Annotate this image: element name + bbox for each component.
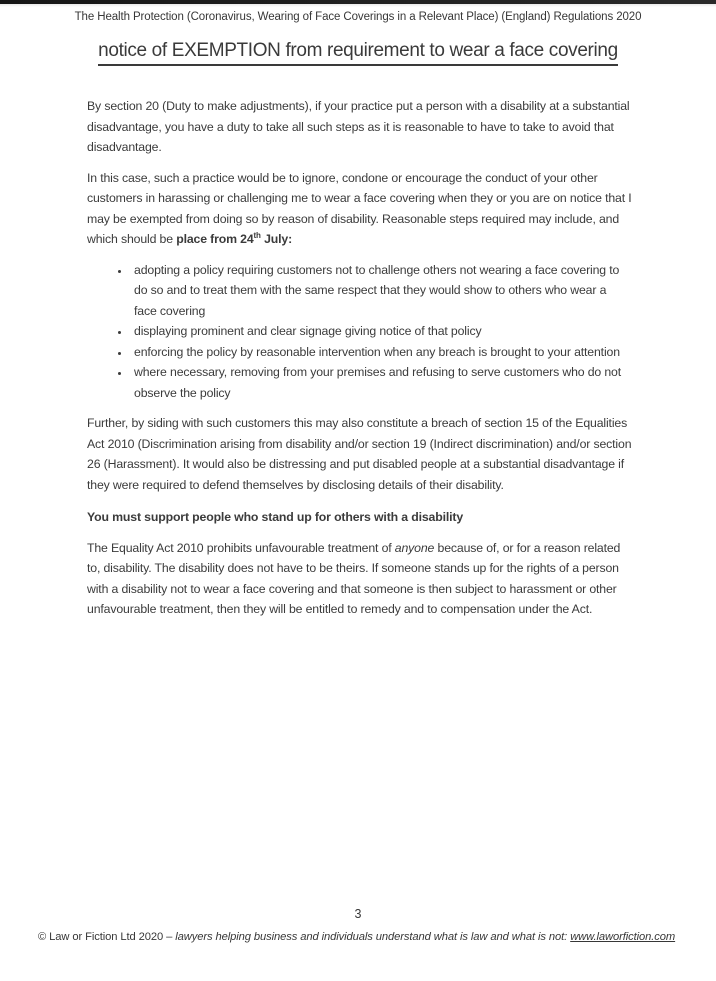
bold-july: July:	[260, 232, 293, 246]
paragraph-practice-text: In this case, such a practice would be to ignore, condone or encourage the conduct of your other customers in harassing or challenging me to wear a face covering when they or you are on notice that I may be exempted from doing so by reason of disability. Reasonable steps required may include, and which should be	[87, 170, 632, 246]
superscript-th: th	[253, 230, 261, 240]
subheading-support-people: You must support people who stand up for others with a disability	[87, 510, 464, 524]
reasonable-steps-list	[87, 260, 632, 404]
footer-copyright: © Law or Fiction Ltd 2020 –	[38, 931, 176, 943]
page-top-edge-shadow	[0, 4, 716, 7]
paragraph-practice	[87, 168, 632, 250]
document-body	[0, 66, 716, 620]
footer-tagline: lawyers helping business and individuals understand what is law and what is not:	[175, 931, 571, 943]
list-item: • enforcing the policy by reasonable intervention when any breach is brought to your attention	[130, 342, 632, 363]
paragraph-equalities-breach: Further, by siding with such customers this may also constitute a breach of section 15 of the Equalities Act 2010 (Discrimination arising from disability and/or section 19 (Indirect discrimination) and/or section 26 (Harassment). It would also be distressing and put disabled people at a substantial disadvantage if they were required to defend themselves by disclosing details of their disability.	[87, 416, 632, 492]
paragraph-equality-act	[87, 538, 632, 620]
document-header: The Health Protection (Coronavirus, Wearing of Face Coverings in a Relevant Place) (England) Regulations 2020	[74, 11, 642, 23]
page-title: notice of EXEMPTION from requirement to wear a face covering	[98, 40, 618, 66]
paragraph-duty-to-adjust: By section 20 (Duty to make adjustments), if your practice put a person with a disability at a substantial disadvantage, you have a duty to take all such steps as it is reasonable to have to take to avoid that disadvantage.	[87, 99, 630, 154]
list-item: • displaying prominent and clear signage giving notice of that policy	[130, 321, 632, 342]
page-number: 3	[354, 907, 362, 921]
bold-place-from: place from 24	[176, 232, 254, 246]
paragraph-equality-act-pre: The Equality Act 2010 prohibits unfavourable treatment of	[87, 540, 395, 555]
footer-website-link[interactable]: www.laworfiction.com	[570, 931, 676, 943]
list-item: • adopting a policy requiring customers not to challenge others not wearing a face covering to do so and to treat them with the same respect that they would show to others who wear a face covering	[130, 260, 632, 322]
italic-anyone: anyone	[394, 540, 435, 555]
list-item: • where necessary, removing from your premises and refusing to serve customers who do not observe the policy	[130, 362, 632, 403]
title-container	[0, 40, 716, 66]
paragraph-equality-act-post: because of, or for a reason related to, disability. The disability does not have to be theirs. If someone stands up for the rights of a person with a disability not to wear a face covering and that someone is then subject to harassment or other unfavourable treatment, then they will be entitled to remedy and to compensation under the Act.	[87, 540, 621, 616]
footer	[38, 931, 686, 943]
